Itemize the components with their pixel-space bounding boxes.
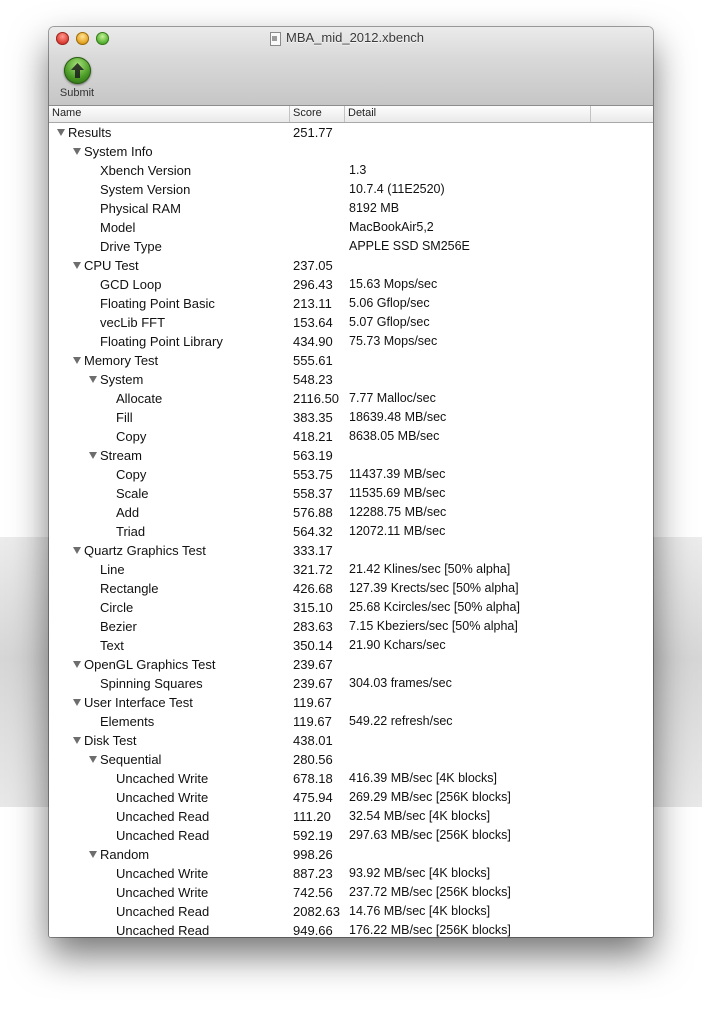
table-row[interactable] <box>49 408 653 427</box>
row-name: Uncached Read <box>116 923 210 937</box>
row-name: Copy <box>116 467 147 482</box>
column-header-detail[interactable]: Detail <box>345 106 591 122</box>
table-row[interactable] <box>49 142 653 161</box>
row-detail: 15.63 Mops/sec <box>349 277 438 291</box>
row-detail: 237.72 MB/sec [256K blocks] <box>349 885 511 899</box>
row-score: 558.37 <box>293 486 333 501</box>
table-row[interactable] <box>49 161 653 180</box>
disclosure-triangle-icon[interactable] <box>89 851 97 858</box>
row-detail: 7.15 Kbeziers/sec [50% alpha] <box>349 619 518 633</box>
table-row[interactable] <box>49 199 653 218</box>
document-icon[interactable] <box>270 32 281 46</box>
table-row[interactable] <box>49 845 653 864</box>
disclosure-triangle-icon[interactable] <box>73 357 81 364</box>
disclosure-triangle-icon[interactable] <box>73 699 81 706</box>
row-score: 333.17 <box>293 543 333 558</box>
row-detail: 416.39 MB/sec [4K blocks] <box>349 771 497 785</box>
table-row[interactable] <box>49 294 653 313</box>
row-name: Random <box>100 847 150 862</box>
column-header-name[interactable]: Name <box>49 106 290 122</box>
row-score: 296.43 <box>293 277 333 292</box>
row-name: Spinning Squares <box>100 676 203 691</box>
row-name: Stream <box>100 448 142 463</box>
row-detail: 12288.75 MB/sec <box>349 505 447 519</box>
row-score: 251.77 <box>293 125 333 140</box>
row-score: 237.05 <box>293 258 333 273</box>
row-detail: 7.77 Malloc/sec <box>349 391 436 405</box>
disclosure-triangle-icon[interactable] <box>73 262 81 269</box>
row-detail: MacBookAir5,2 <box>349 220 434 234</box>
table-row[interactable] <box>49 465 653 484</box>
row-name: System Version <box>100 182 191 197</box>
row-name: System Info <box>84 144 153 159</box>
row-detail: APPLE SSD SM256E <box>349 239 470 253</box>
row-name: Copy <box>116 429 147 444</box>
row-detail: 11535.69 MB/sec <box>349 486 446 500</box>
row-score: 678.18 <box>293 771 333 786</box>
row-name: Fill <box>116 410 133 425</box>
row-name: Disk Test <box>84 733 137 748</box>
row-name: Floating Point Basic <box>100 296 215 311</box>
table-row[interactable] <box>49 256 653 275</box>
table-row[interactable] <box>49 522 653 541</box>
row-score: 548.23 <box>293 372 333 387</box>
table-row[interactable] <box>49 788 653 807</box>
row-detail: 8638.05 MB/sec <box>349 429 440 443</box>
disclosure-triangle-icon[interactable] <box>89 452 97 459</box>
disclosure-triangle-icon[interactable] <box>73 737 81 744</box>
disclosure-triangle-icon[interactable] <box>57 129 65 136</box>
row-score: 434.90 <box>293 334 333 349</box>
row-name: Xbench Version <box>100 163 192 178</box>
row-name: Text <box>100 638 124 653</box>
row-score: 576.88 <box>293 505 333 520</box>
table-row[interactable] <box>49 826 653 845</box>
table-row[interactable] <box>49 655 653 674</box>
row-detail: 21.90 Kchars/sec <box>349 638 446 652</box>
row-score: 563.19 <box>293 448 333 463</box>
table-row[interactable] <box>49 902 653 921</box>
table-row[interactable] <box>49 598 653 617</box>
row-score: 213.11 <box>293 296 332 311</box>
row-score: 553.75 <box>293 467 333 482</box>
row-detail: 304.03 frames/sec <box>349 676 452 690</box>
row-score: 350.14 <box>293 638 333 653</box>
table-row[interactable] <box>49 541 653 560</box>
row-detail: 10.7.4 (11E2520) <box>349 182 445 196</box>
row-name: Add <box>116 505 140 520</box>
table-row[interactable] <box>49 427 653 446</box>
row-name: Uncached Write <box>116 771 209 786</box>
table-row[interactable] <box>49 921 653 937</box>
zoom-button[interactable] <box>96 32 109 45</box>
row-name: Floating Point Library <box>100 334 223 349</box>
table-row[interactable] <box>49 180 653 199</box>
row-name: CPU Test <box>84 258 139 273</box>
row-score: 239.67 <box>293 676 333 691</box>
submit-label: Submit <box>59 87 95 99</box>
table-row[interactable] <box>49 883 653 902</box>
minimize-button[interactable] <box>76 32 89 45</box>
row-detail: 75.73 Mops/sec <box>349 334 438 348</box>
row-score: 592.19 <box>293 828 333 843</box>
table-row[interactable] <box>49 864 653 883</box>
disclosure-triangle-icon[interactable] <box>73 148 81 155</box>
table-row[interactable] <box>49 503 653 522</box>
table-row[interactable] <box>49 123 653 142</box>
disclosure-triangle-icon[interactable] <box>89 376 97 383</box>
row-score: 283.63 <box>293 619 333 634</box>
row-detail: 8192 MB <box>349 201 400 215</box>
row-detail: 93.92 MB/sec [4K blocks] <box>349 866 491 880</box>
table-row[interactable] <box>49 807 653 826</box>
table-header <box>49 106 653 123</box>
row-name: Uncached Read <box>116 904 210 919</box>
table-row[interactable] <box>49 617 653 636</box>
table-row[interactable] <box>49 636 653 655</box>
table-row[interactable] <box>49 579 653 598</box>
row-name: Uncached Write <box>116 790 209 805</box>
row-detail: 5.07 Gflop/sec <box>349 315 430 329</box>
row-score: 475.94 <box>293 790 333 805</box>
row-score: 949.66 <box>293 923 333 937</box>
row-detail: 18639.48 MB/sec <box>349 410 447 424</box>
row-score: 564.32 <box>293 524 333 539</box>
row-score: 383.35 <box>293 410 333 425</box>
row-name: OpenGL Graphics Test <box>84 657 216 672</box>
row-detail: 176.22 MB/sec [256K blocks] <box>349 923 511 937</box>
row-score: 239.67 <box>293 657 333 672</box>
row-score: 321.72 <box>293 562 333 577</box>
table-row[interactable] <box>49 712 653 731</box>
table-row[interactable] <box>49 370 653 389</box>
row-score: 315.10 <box>293 600 333 615</box>
row-score: 2082.63 <box>293 904 340 919</box>
table-row[interactable] <box>49 560 653 579</box>
row-name: Sequential <box>100 752 162 767</box>
disclosure-triangle-icon[interactable] <box>89 756 97 763</box>
row-detail: 12072.11 MB/sec <box>349 524 446 538</box>
row-score: 998.26 <box>293 847 333 862</box>
title-bar[interactable] <box>49 27 653 106</box>
table-row[interactable] <box>49 693 653 712</box>
row-detail: 297.63 MB/sec [256K blocks] <box>349 828 511 842</box>
table-row[interactable] <box>49 237 653 256</box>
row-name: Line <box>100 562 125 577</box>
table-row[interactable] <box>49 351 653 370</box>
table-row[interactable] <box>49 313 653 332</box>
disclosure-triangle-icon[interactable] <box>73 661 81 668</box>
xbench-window <box>49 27 653 937</box>
row-name: vecLib FFT <box>100 315 166 330</box>
results-outline[interactable] <box>49 123 653 937</box>
row-name: Uncached Write <box>116 866 209 881</box>
row-detail: 25.68 Kcircles/sec [50% alpha] <box>349 600 520 614</box>
row-name: System <box>100 372 144 387</box>
row-detail: 1.3 <box>349 163 367 177</box>
row-name: Uncached Read <box>116 809 210 824</box>
table-row[interactable] <box>49 769 653 788</box>
disclosure-triangle-icon[interactable] <box>73 547 81 554</box>
column-header-score[interactable]: Score <box>290 106 345 122</box>
row-name: Results <box>68 125 112 140</box>
row-score: 119.67 <box>293 695 332 710</box>
window-title: MBA_mid_2012.xbench <box>286 30 425 45</box>
row-detail: 11437.39 MB/sec <box>349 467 446 481</box>
row-score: 426.68 <box>293 581 333 596</box>
row-detail: 549.22 refresh/sec <box>349 714 453 728</box>
row-detail: 269.29 MB/sec [256K blocks] <box>349 790 511 804</box>
row-detail: 21.42 Klines/sec [50% alpha] <box>349 562 511 576</box>
row-score: 418.21 <box>293 429 333 444</box>
table-row[interactable] <box>49 484 653 503</box>
row-score: 111.20 <box>293 809 331 824</box>
row-name: Rectangle <box>100 581 159 596</box>
row-score: 2116.50 <box>293 391 340 406</box>
row-name: Elements <box>100 714 155 729</box>
row-name: Model <box>100 220 136 235</box>
row-detail: 32.54 MB/sec [4K blocks] <box>349 809 491 823</box>
row-name: Triad <box>116 524 146 539</box>
row-name: Drive Type <box>100 239 162 254</box>
row-detail: 14.76 MB/sec [4K blocks] <box>349 904 491 918</box>
table-row[interactable] <box>49 750 653 769</box>
row-name: Bezier <box>100 619 137 634</box>
table-row[interactable] <box>49 674 653 693</box>
row-score: 153.64 <box>293 315 333 330</box>
row-name: Physical RAM <box>100 201 181 216</box>
row-score: 119.67 <box>293 714 332 729</box>
table-row[interactable] <box>49 731 653 750</box>
row-score: 438.01 <box>293 733 333 748</box>
row-detail: 127.39 Krects/sec [50% alpha] <box>349 581 519 595</box>
table-row[interactable] <box>49 446 653 465</box>
row-detail: 5.06 Gflop/sec <box>349 296 430 310</box>
row-name: Uncached Read <box>116 828 210 843</box>
submit-button[interactable] <box>53 57 99 101</box>
upload-arrow-icon <box>64 57 91 84</box>
row-score: 280.56 <box>293 752 333 767</box>
row-name: User Interface Test <box>84 695 193 710</box>
row-name: Allocate <box>116 391 163 406</box>
row-name: Uncached Write <box>116 885 209 900</box>
row-name: Scale <box>116 486 149 501</box>
row-name: GCD Loop <box>100 277 162 292</box>
table-row[interactable] <box>49 389 653 408</box>
table-row[interactable] <box>49 332 653 351</box>
row-score: 742.56 <box>293 885 333 900</box>
table-row[interactable] <box>49 218 653 237</box>
close-button[interactable] <box>56 32 69 45</box>
table-row[interactable] <box>49 275 653 294</box>
row-name: Circle <box>100 600 134 615</box>
row-score: 555.61 <box>293 353 333 368</box>
row-score: 887.23 <box>293 866 333 881</box>
row-name: Quartz Graphics Test <box>84 543 206 558</box>
row-name: Memory Test <box>84 353 159 368</box>
